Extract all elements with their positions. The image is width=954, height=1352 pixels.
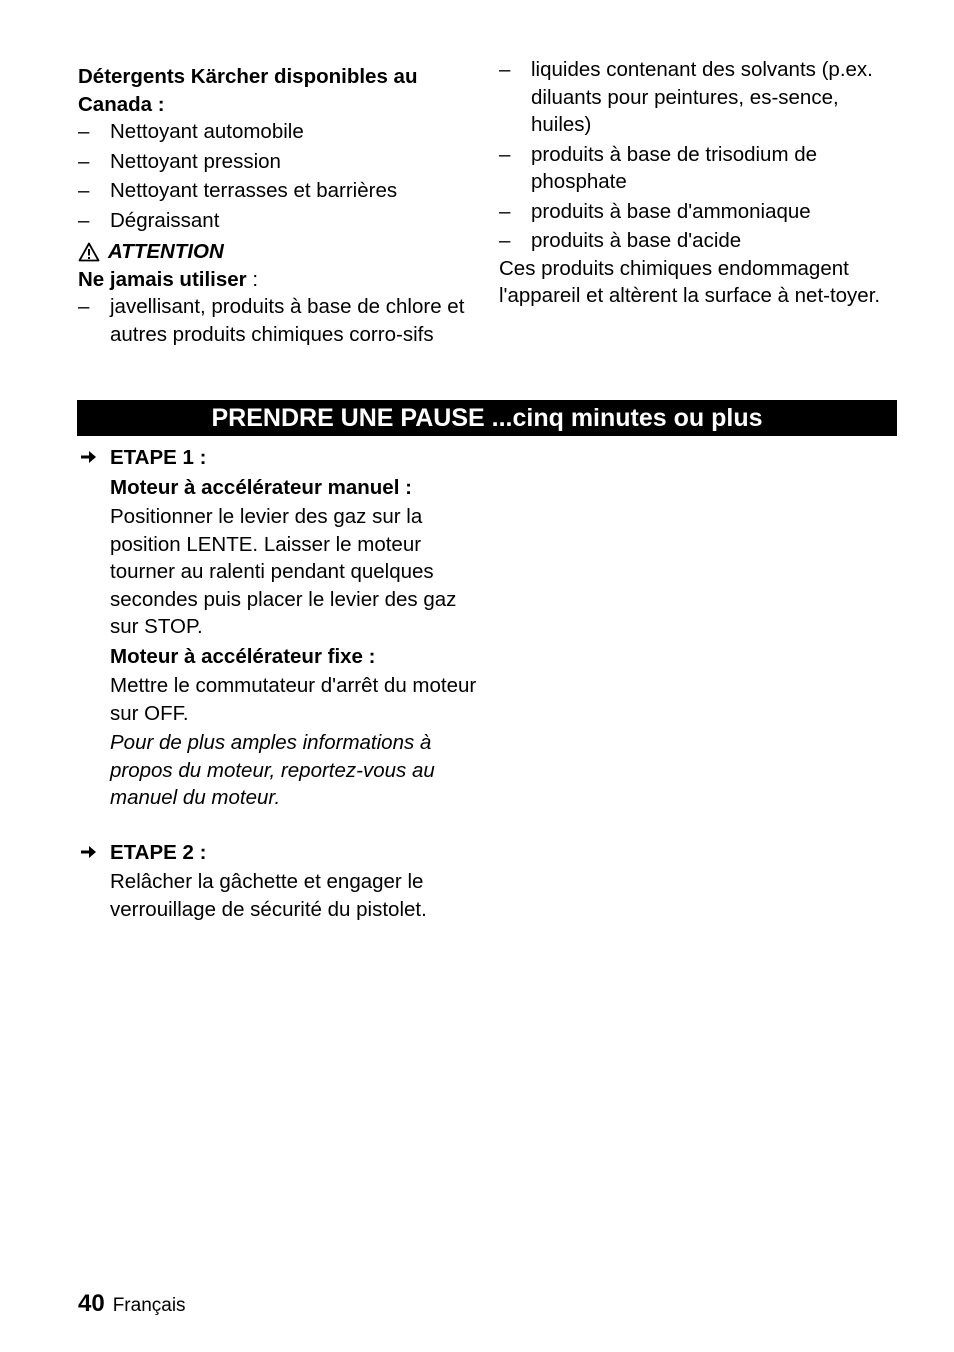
arrow-right-icon xyxy=(80,449,98,465)
section-banner: PRENDRE UNE PAUSE ...cinq minutes ou plus xyxy=(77,400,897,436)
attention-label: ATTENTION xyxy=(108,240,224,263)
engine-manual-note: Pour de plus amples informations à propos du moteur, reportez-vous au manuel du moteur. xyxy=(110,731,435,809)
step-2-title: ETAPE 2 : xyxy=(110,840,207,864)
left-column xyxy=(78,63,478,348)
list-item: – javellisant, produits à base de chlore et autres produits chimiques corro-sifs xyxy=(78,295,465,346)
step-2-text: Relâcher la gâchette et engager le verrouillage de sécurité du pistolet. xyxy=(110,870,427,921)
list-item: – produits à base d'acide xyxy=(499,229,742,252)
page-language: Français xyxy=(112,1295,186,1316)
list-item: – liquides contenant des solvants (p.ex. diluants pour peintures, es-sence, huiles) xyxy=(499,58,873,136)
warning-triangle-icon xyxy=(78,242,100,262)
step-2-body xyxy=(78,868,478,923)
list-item: – Nettoyant automobile xyxy=(78,120,304,143)
list-item: – Dégraissant xyxy=(78,208,220,232)
list-item: – Nettoyant terrasses et barrières xyxy=(78,179,398,202)
right-column xyxy=(499,56,899,310)
list-item: – produits à base de trisodium de phosphate xyxy=(499,142,818,193)
fixed-throttle-text: Mettre le commutateur d'arrêt du moteur sur OFF. xyxy=(110,674,477,725)
warning-text: Ces produits chimiques endommagent l'appareil et altèrent la surface à net-toyer. xyxy=(499,256,881,307)
steps-section xyxy=(78,444,478,923)
step-1-title: ETAPE 1 : xyxy=(110,446,207,469)
step-1-heading xyxy=(78,444,478,472)
arrow-right-icon xyxy=(80,844,98,860)
never-use-line: Ne jamais utiliser : xyxy=(78,267,259,291)
list-item: – produits à base d'ammoniaque xyxy=(499,199,811,223)
attention-notice xyxy=(78,238,478,266)
page-footer xyxy=(78,1290,186,1318)
step-2-heading xyxy=(78,839,478,867)
page-number: 40 xyxy=(78,1290,105,1317)
manual-throttle-heading: Moteur à accélérateur manuel : xyxy=(110,475,412,499)
manual-throttle-text: Positionner le levier des gaz sur la position LENTE. Laisser le moteur tourner au ralenti pendant quelques secondes puis placer le levier des gaz sur STOP. xyxy=(110,505,457,638)
detergents-heading: Détergents Kärcher disponibles au Canada : xyxy=(78,65,418,116)
fixed-throttle-heading: Moteur à accélérateur fixe : xyxy=(110,644,376,668)
never-use-label: Ne jamais utiliser xyxy=(78,267,247,291)
list-item: – Nettoyant pression xyxy=(78,149,281,173)
step-1-body xyxy=(78,474,478,812)
